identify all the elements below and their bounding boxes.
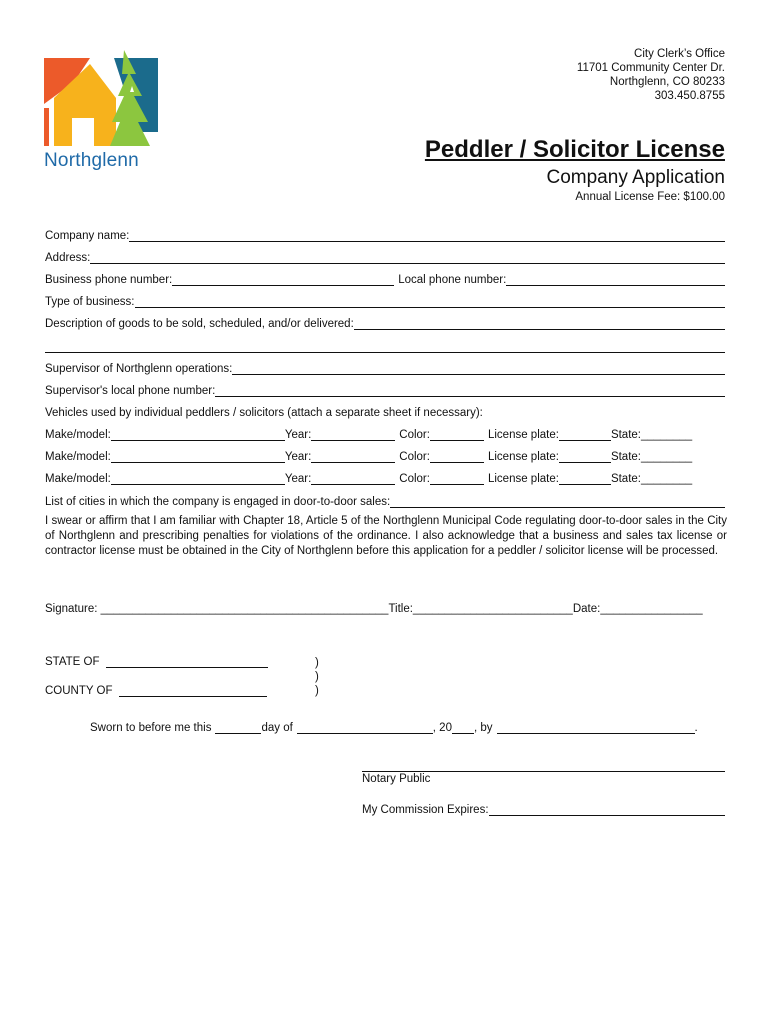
year-label: Year: <box>284 473 312 485</box>
description-row-2 <box>45 337 725 353</box>
color-label: Color: <box>399 473 430 485</box>
supervisor-phone-label: Supervisor's local phone number: <box>45 385 216 397</box>
supervisor-row <box>45 359 725 375</box>
commission-field[interactable] <box>489 803 725 816</box>
company-name-row <box>45 226 725 242</box>
sworn-row <box>90 721 726 734</box>
signature-row <box>45 603 703 615</box>
local-phone-field[interactable] <box>506 273 725 286</box>
plate-label: License plate: <box>487 429 559 441</box>
state-label[interactable]: State:________ <box>610 473 693 485</box>
paren-1: ) <box>315 657 319 669</box>
description-label: Description of goods to be sold, scheduled, and/or delivered: <box>45 318 354 330</box>
plate-label: License plate: <box>487 451 559 463</box>
vehicles-intro-label: Vehicles used by individual peddlers / solicitors (attach a separate sheet if necessary): <box>45 407 483 419</box>
commission-row <box>362 803 725 816</box>
day-of-label: day of <box>261 722 293 734</box>
plate-field-1[interactable] <box>559 428 611 441</box>
title-field[interactable]: Title:_________________________ <box>388 603 573 615</box>
state-label[interactable]: State:________ <box>610 451 693 463</box>
year-label: Year: <box>284 451 312 463</box>
page-title: Peddler / Solicitor License <box>424 136 725 163</box>
sworn-day-field[interactable] <box>215 721 261 734</box>
business-phone-field[interactable] <box>172 273 394 286</box>
year-label: Year: <box>284 429 312 441</box>
by-label: , by <box>473 722 493 734</box>
cities-field[interactable] <box>390 495 725 508</box>
year-prefix-label: , 20 <box>432 722 452 734</box>
make-field-3[interactable] <box>111 472 285 485</box>
description-field[interactable] <box>354 317 725 330</box>
color-field-1[interactable] <box>430 428 484 441</box>
sworn-month-field[interactable] <box>297 721 433 734</box>
year-field-2[interactable] <box>311 450 395 463</box>
office-name: City Clerk’s Office <box>634 48 725 60</box>
local-phone-label: Local phone number: <box>398 274 507 286</box>
year-field-3[interactable] <box>311 472 395 485</box>
state-of-label: STATE OF <box>45 656 100 668</box>
sworn-year-field[interactable] <box>452 721 474 734</box>
year-field-1[interactable] <box>311 428 395 441</box>
address-label: Address: <box>45 252 91 264</box>
vehicle-row-1 <box>45 425 725 441</box>
description-field-2[interactable] <box>45 340 725 353</box>
logo-wordmark: Northglenn <box>44 150 139 171</box>
license-fee: Annual License Fee: $100.00 <box>575 191 725 203</box>
paren-2: ) <box>315 671 319 683</box>
state-of-field[interactable] <box>106 655 268 668</box>
notary-public-label: Notary Public <box>362 773 431 785</box>
notary-signature-line[interactable] <box>362 771 725 772</box>
color-field-3[interactable] <box>430 472 484 485</box>
supervisor-label: Supervisor of Northglenn operations: <box>45 363 233 375</box>
page-subtitle: Company Application <box>546 167 725 188</box>
state-row <box>45 655 268 668</box>
color-label: Color: <box>399 429 430 441</box>
description-row <box>45 314 725 330</box>
commission-label: My Commission Expires: <box>362 804 489 816</box>
office-street: 11701 Community Center Dr. <box>576 62 725 74</box>
business-type-label: Type of business: <box>45 296 135 308</box>
make-label: Make/model: <box>45 451 111 463</box>
county-row <box>45 684 267 697</box>
phone-row <box>45 270 725 286</box>
color-label: Color: <box>399 451 430 463</box>
supervisor-phone-row <box>45 381 725 397</box>
company-name-field[interactable] <box>129 229 725 242</box>
plate-label: License plate: <box>487 473 559 485</box>
office-phone: 303.450.8755 <box>654 90 725 102</box>
sworn-by-field[interactable] <box>497 721 695 734</box>
cities-row <box>45 492 725 508</box>
period: . <box>694 722 698 734</box>
business-type-row <box>45 292 725 308</box>
address-row <box>45 248 725 264</box>
state-label[interactable]: State:________ <box>610 429 693 441</box>
plate-field-2[interactable] <box>559 450 611 463</box>
oath-paragraph: I swear or affirm that I am familiar with Chapter 18, Article 5 of the Northglenn Municipal Code regulating door-to-door sales in the City of Northglenn and prescribing penalties for violations of the ordinance. I also acknowledge that a business and sales tax license or contractor license must be obtained in the City of Northglenn before this application for a peddler / solicitor license will be processed. <box>45 515 727 557</box>
date-field[interactable]: Date:________________ <box>572 603 703 615</box>
county-of-label: COUNTY OF <box>45 685 113 697</box>
make-label: Make/model: <box>45 473 111 485</box>
supervisor-field[interactable] <box>232 362 725 375</box>
business-type-field[interactable] <box>135 295 726 308</box>
office-city: Northglenn, CO 80233 <box>609 76 725 88</box>
supervisor-phone-field[interactable] <box>215 384 725 397</box>
county-of-field[interactable] <box>119 684 267 697</box>
vehicles-intro-row <box>45 403 725 419</box>
color-field-2[interactable] <box>430 450 484 463</box>
sworn-label: Sworn to before me this <box>90 722 212 734</box>
cities-label: List of cities in which the company is engaged in door-to-door sales: <box>45 496 391 508</box>
address-field[interactable] <box>90 251 725 264</box>
make-label: Make/model: <box>45 429 111 441</box>
make-field-2[interactable] <box>111 450 285 463</box>
business-phone-label: Business phone number: <box>45 274 173 286</box>
signature-field[interactable]: Signature: _____________________________________________ <box>45 603 389 615</box>
vehicle-row-2 <box>45 447 725 463</box>
paren-3: ) <box>315 685 319 697</box>
make-field-1[interactable] <box>111 428 285 441</box>
company-name-label: Company name: <box>45 230 130 242</box>
plate-field-3[interactable] <box>559 472 611 485</box>
vehicle-row-3 <box>45 469 725 485</box>
